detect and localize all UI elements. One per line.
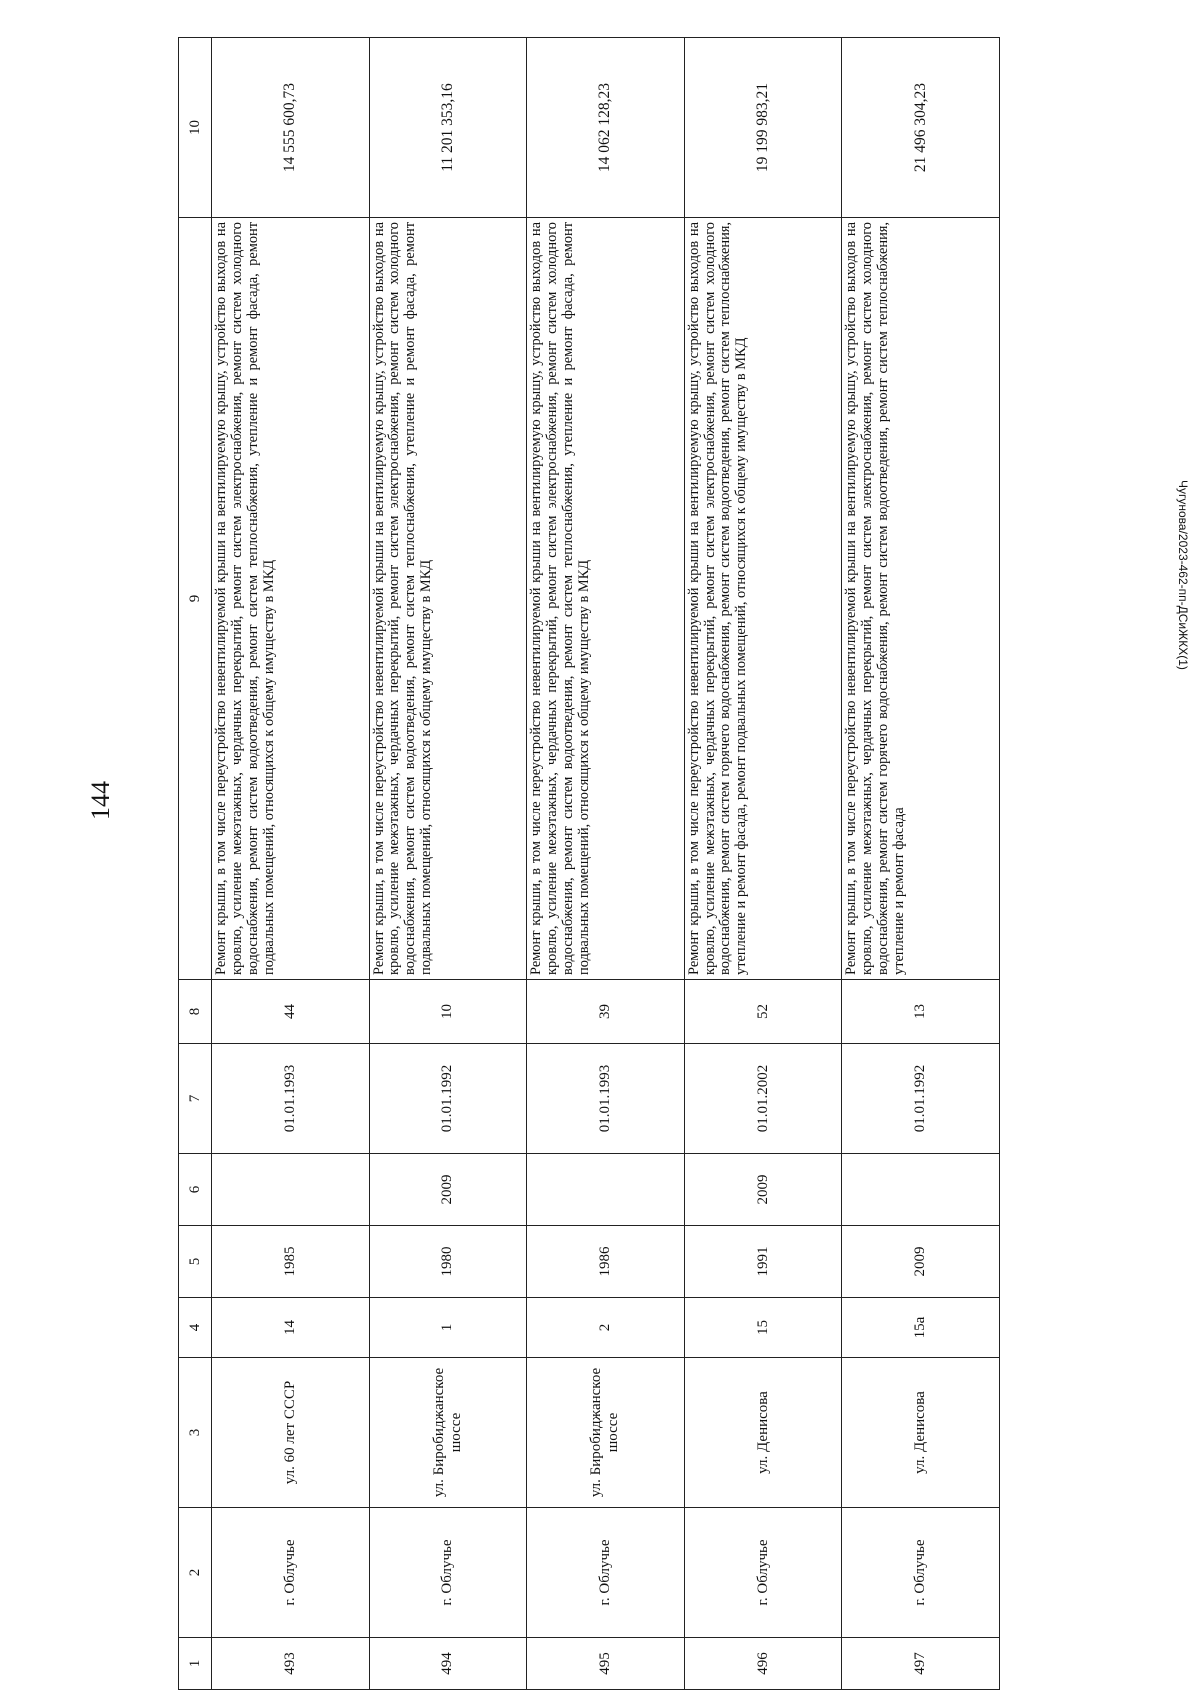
works-description-cell: Ремонт крыши, в том числе переустройство невентилируемой крыши на вентилируемую крышу, устройство выходов на кровлю, усиление межэтажных, чердачных перекрытий, ремонт систем электроснабжения, ремонт систем холодного водоснабжения, ремонт систем водоотведения, ремонт систем теплоснабжения, утепление и ремонт фасада, ремонт подвальных помещений, относящихся к общему имуществу в МКД — [212, 218, 370, 980]
header-cell: 7 — [179, 1044, 212, 1154]
street-cell: ул. Биробиджанское шоссе — [369, 1358, 527, 1508]
document-footer: Чугунова/2023-462-пп-ДСиЖКХ(1) — [1176, 480, 1190, 670]
works-description-cell: Ремонт крыши, в том числе переустройство невентилируемой крыши на вентилируемую крышу, устройство выходов на кровлю, усиление межэтажных, чердачных перекрытий, ремонт систем электроснабжения, ремонт систем холодного водоснабжения, ремонт систем горячего водоснабжения, ремонт систем водоотведения, ремонт систем теплоснабжения, утепление и ремонт фасада — [842, 218, 1000, 980]
amount-cell: 19 199 983,21 — [684, 38, 842, 218]
city-cell: г. Облучье — [212, 1508, 370, 1638]
year-built-cell: 1986 — [527, 1226, 685, 1298]
house-cell: 2 — [527, 1298, 685, 1358]
header-cell: 6 — [179, 1154, 212, 1226]
row-number: 496 — [684, 1638, 842, 1690]
house-cell: 1 — [369, 1298, 527, 1358]
header-cell: 4 — [179, 1298, 212, 1358]
header-row — [179, 38, 212, 1690]
row-number: 494 — [369, 1638, 527, 1690]
header-cell: 1 — [179, 1638, 212, 1690]
date-cell: 01.01.1993 — [212, 1044, 370, 1154]
table-row — [369, 38, 527, 1690]
year-built-cell: 1991 — [684, 1226, 842, 1298]
table-row — [527, 38, 685, 1690]
street-cell: ул. 60 лет СССР — [212, 1358, 370, 1508]
house-cell: 15 — [684, 1298, 842, 1358]
count-cell: 13 — [842, 980, 1000, 1044]
street-cell: ул. Денисова — [684, 1358, 842, 1508]
amount-cell: 14 555 600,73 — [212, 38, 370, 218]
year-built-cell: 1980 — [369, 1226, 527, 1298]
page-number: 144 — [86, 781, 115, 820]
repair-program-table — [178, 37, 1000, 1690]
year-repair-cell: 2009 — [369, 1154, 527, 1226]
date-cell: 01.01.1992 — [842, 1044, 1000, 1154]
street-cell: ул. Биробиджанское шоссе — [527, 1358, 685, 1508]
year-repair-cell: 2009 — [684, 1154, 842, 1226]
works-description-cell: Ремонт крыши, в том числе переустройство невентилируемой крыши на вентилируемую крышу, устройство выходов на кровлю, усиление межэтажных, чердачных перекрытий, ремонт систем электроснабжения, ремонт систем холодного водоснабжения, ремонт систем водоотведения, ремонт систем теплоснабжения, утепление и ремонт фасада, ремонт подвальных помещений, относящихся к общему имуществу в МКД — [527, 218, 685, 980]
header-cell: 8 — [179, 980, 212, 1044]
rotated-table-container — [178, 38, 1000, 1690]
header-cell: 10 — [179, 38, 212, 218]
header-cell: 5 — [179, 1226, 212, 1298]
city-cell: г. Облучье — [842, 1508, 1000, 1638]
amount-cell: 14 062 128,23 — [527, 38, 685, 218]
count-cell: 10 — [369, 980, 527, 1044]
house-cell: 14 — [212, 1298, 370, 1358]
header-cell: 3 — [179, 1358, 212, 1508]
date-cell: 01.01.2002 — [684, 1044, 842, 1154]
amount-cell: 11 201 353,16 — [369, 38, 527, 218]
amount-cell: 21 496 304,23 — [842, 38, 1000, 218]
year-repair-cell — [527, 1154, 685, 1226]
year-repair-cell — [212, 1154, 370, 1226]
count-cell: 44 — [212, 980, 370, 1044]
works-description-cell: Ремонт крыши, в том числе переустройство невентилируемой крыши на вентилируемую крышу, устройство выходов на кровлю, усиление межэтажных, чердачных перекрытий, ремонт систем электроснабжения, ремонт систем холодного водоснабжения, ремонт систем горячего водоснабжения, ремонт систем водоотведения, ремонт систем теплоснабжения, утепление и ремонт фасада, ремонт подвальных помещений, относящихся к общему имуществу в МКД — [684, 218, 842, 980]
city-cell: г. Облучье — [369, 1508, 527, 1638]
works-description-cell: Ремонт крыши, в том числе переустройство невентилируемой крыши на вентилируемую крышу, устройство выходов на кровлю, усиление межэтажных, чердачных перекрытий, ремонт систем электроснабжения, ремонт систем холодного водоснабжения, ремонт систем водоотведения, ремонт систем теплоснабжения, утепление и ремонт фасада, ремонт подвальных помещений, относящихся к общему имуществу в МКД — [369, 218, 527, 980]
header-cell: 2 — [179, 1508, 212, 1638]
count-cell: 52 — [684, 980, 842, 1044]
year-built-cell: 2009 — [842, 1226, 1000, 1298]
header-cell: 9 — [179, 218, 212, 980]
table-row — [842, 38, 1000, 1690]
row-number: 497 — [842, 1638, 1000, 1690]
house-cell: 15а — [842, 1298, 1000, 1358]
table-row — [212, 38, 370, 1690]
city-cell: г. Облучье — [527, 1508, 685, 1638]
row-number: 495 — [527, 1638, 685, 1690]
table-row — [684, 38, 842, 1690]
year-built-cell: 1985 — [212, 1226, 370, 1298]
city-cell: г. Облучье — [684, 1508, 842, 1638]
date-cell: 01.01.1993 — [527, 1044, 685, 1154]
row-number: 493 — [212, 1638, 370, 1690]
date-cell: 01.01.1992 — [369, 1044, 527, 1154]
count-cell: 39 — [527, 980, 685, 1044]
street-cell: ул. Денисова — [842, 1358, 1000, 1508]
year-repair-cell — [842, 1154, 1000, 1226]
